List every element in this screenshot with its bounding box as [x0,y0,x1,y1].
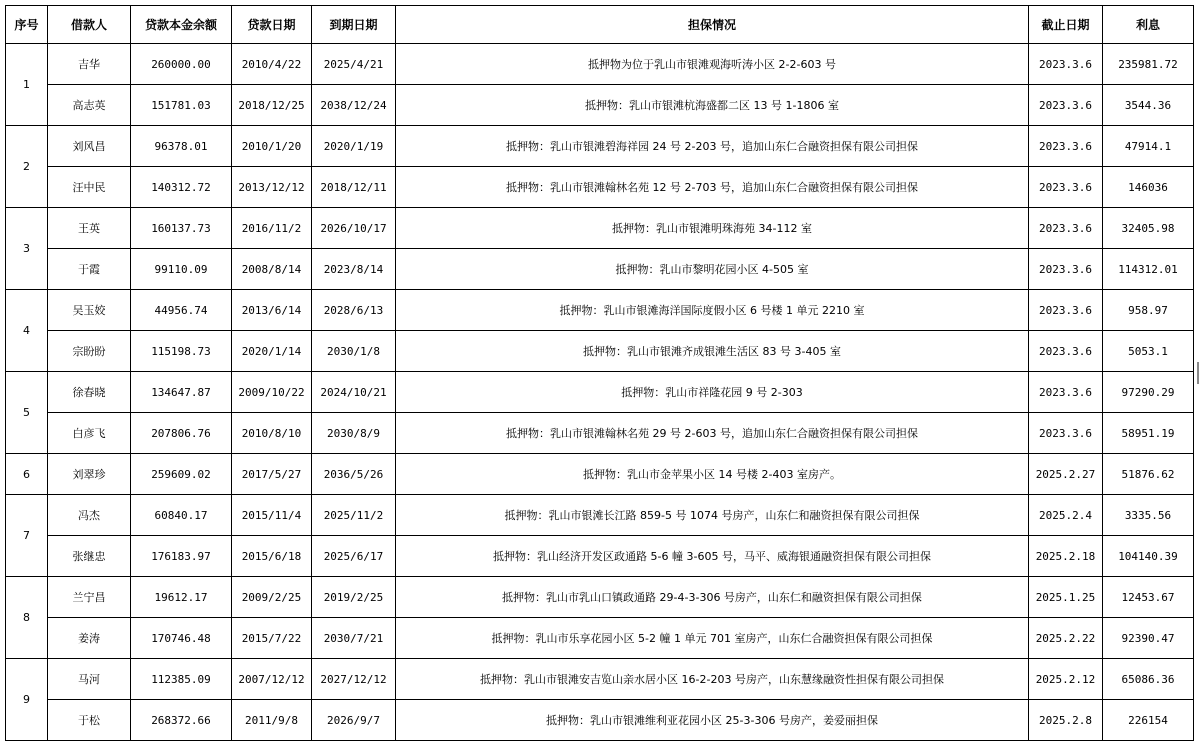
loan-date-cell: 2013/6/14 [232,290,312,331]
seq-cell: 2 [6,126,48,208]
borrower-cell: 刘风昌 [48,126,131,167]
seq-cell: 7 [6,495,48,577]
table-row [6,208,1194,249]
seq-cell: 9 [6,659,48,741]
guarantee-cell: 抵押物：乳山市银滩安吉览山亲水居小区 16-2-203 号房产，山东慧缘融资性担保有限公司担保 [396,659,1029,700]
principal-cell: 134647.87 [131,372,232,413]
interest-cell: 47914.1 [1103,126,1194,167]
loan-date-cell: 2018/12/25 [232,85,312,126]
borrower-cell: 白彦飞 [48,413,131,454]
due-date-cell: 2025/6/17 [312,536,396,577]
guarantee-cell: 抵押物：乳山市银滩碧海祥园 24 号 2-203 号，追加山东仁合融资担保有限公司担保 [396,126,1029,167]
guarantee-cell: 抵押物：乳山市银滩翰林名苑 29 号 2-603 号，追加山东仁合融资担保有限公司担保 [396,413,1029,454]
cutoff-cell: 2025.2.27 [1029,454,1103,495]
guarantee-cell: 抵押物：乳山市金苹果小区 14 号楼 2-403 室房产。 [396,454,1029,495]
guarantee-cell: 抵押物：乳山市银滩维利亚花园小区 25-3-306 号房产，姜爱丽担保 [396,700,1029,741]
borrower-cell: 兰宁昌 [48,577,131,618]
principal-cell: 268372.66 [131,700,232,741]
borrower-cell: 王英 [48,208,131,249]
header-due-date: 到期日期 [312,6,396,44]
cutoff-cell: 2023.3.6 [1029,249,1103,290]
header-guarantee: 担保情况 [396,6,1029,44]
interest-cell: 235981.72 [1103,44,1194,85]
table-row [6,44,1194,85]
loan-date-cell: 2009/2/25 [232,577,312,618]
borrower-cell: 吴玉姣 [48,290,131,331]
interest-cell: 65086.36 [1103,659,1194,700]
table-row [6,290,1194,331]
loan-table [5,5,1194,741]
interest-cell: 3544.36 [1103,85,1194,126]
table-row [6,413,1194,454]
due-date-cell: 2038/12/24 [312,85,396,126]
due-date-cell: 2026/10/17 [312,208,396,249]
guarantee-cell: 抵押物：乳山经济开发区政通路 5-6 幢 3-605 号，马平、威海银通融资担保有限公司担保 [396,536,1029,577]
cutoff-cell: 2025.2.22 [1029,618,1103,659]
interest-cell: 3335.56 [1103,495,1194,536]
interest-cell: 32405.98 [1103,208,1194,249]
borrower-cell: 张继忠 [48,536,131,577]
header-interest: 利息 [1103,6,1194,44]
due-date-cell: 2030/8/9 [312,413,396,454]
table-row [6,372,1194,413]
header-seq: 序号 [6,6,48,44]
cutoff-cell: 2023.3.6 [1029,44,1103,85]
guarantee-cell: 抵押物：乳山市黎明花园小区 4-505 室 [396,249,1029,290]
loan-date-cell: 2010/1/20 [232,126,312,167]
principal-cell: 259609.02 [131,454,232,495]
principal-cell: 112385.09 [131,659,232,700]
interest-cell: 92390.47 [1103,618,1194,659]
table-row [6,85,1194,126]
table-row [6,577,1194,618]
header-cutoff: 截止日期 [1029,6,1103,44]
header-borrower: 借款人 [48,6,131,44]
principal-cell: 140312.72 [131,167,232,208]
cutoff-cell: 2023.3.6 [1029,126,1103,167]
loan-date-cell: 2010/4/22 [232,44,312,85]
table-row [6,249,1194,290]
loan-date-cell: 2013/12/12 [232,167,312,208]
guarantee-cell: 抵押物为位于乳山市银滩观海听涛小区 2-2-603 号 [396,44,1029,85]
principal-cell: 151781.03 [131,85,232,126]
table-row [6,536,1194,577]
due-date-cell: 2025/4/21 [312,44,396,85]
principal-cell: 260000.00 [131,44,232,85]
seq-cell: 3 [6,208,48,290]
due-date-cell: 2026/9/7 [312,700,396,741]
cutoff-cell: 2025.2.4 [1029,495,1103,536]
guarantee-cell: 抵押物：乳山市银滩明珠海苑 34-112 室 [396,208,1029,249]
due-date-cell: 2023/8/14 [312,249,396,290]
seq-cell: 4 [6,290,48,372]
borrower-cell: 宗盼盼 [48,331,131,372]
loan-date-cell: 2010/8/10 [232,413,312,454]
loan-date-cell: 2011/9/8 [232,700,312,741]
cutoff-cell: 2023.3.6 [1029,290,1103,331]
table-row [6,618,1194,659]
header-loan-date: 贷款日期 [232,6,312,44]
seq-cell: 1 [6,44,48,126]
guarantee-cell: 抵押物：乳山市银滩翰林名苑 12 号 2-703 号，追加山东仁合融资担保有限公司担保 [396,167,1029,208]
due-date-cell: 2024/10/21 [312,372,396,413]
interest-cell: 226154 [1103,700,1194,741]
principal-cell: 99110.09 [131,249,232,290]
loan-date-cell: 2007/12/12 [232,659,312,700]
guarantee-cell: 抵押物：乳山市乳山口镇政通路 29-4-3-306 号房产，山东仁和融资担保有限公司担保 [396,577,1029,618]
due-date-cell: 2019/2/25 [312,577,396,618]
borrower-cell: 高志英 [48,85,131,126]
cutoff-cell: 2023.3.6 [1029,372,1103,413]
borrower-cell: 冯杰 [48,495,131,536]
table-row [6,495,1194,536]
due-date-cell: 2027/12/12 [312,659,396,700]
cutoff-cell: 2023.3.6 [1029,167,1103,208]
cutoff-cell: 2023.3.6 [1029,413,1103,454]
loan-date-cell: 2015/11/4 [232,495,312,536]
guarantee-cell: 抵押物：乳山市银滩长江路 859-5 号 1074 号房产，山东仁和融资担保有限公司担保 [396,495,1029,536]
interest-cell: 5053.1 [1103,331,1194,372]
header-principal: 贷款本金余额 [131,6,232,44]
header-row [6,6,1194,44]
loan-date-cell: 2017/5/27 [232,454,312,495]
seq-cell: 6 [6,454,48,495]
borrower-cell: 刘翠珍 [48,454,131,495]
interest-cell: 104140.39 [1103,536,1194,577]
loan-date-cell: 2015/6/18 [232,536,312,577]
principal-cell: 160137.73 [131,208,232,249]
principal-cell: 96378.01 [131,126,232,167]
table-row [6,700,1194,741]
principal-cell: 170746.48 [131,618,232,659]
interest-cell: 12453.67 [1103,577,1194,618]
principal-cell: 207806.76 [131,413,232,454]
due-date-cell: 2025/11/2 [312,495,396,536]
loan-date-cell: 2008/8/14 [232,249,312,290]
cutoff-cell: 2023.3.6 [1029,208,1103,249]
interest-cell: 114312.01 [1103,249,1194,290]
loan-date-cell: 2016/11/2 [232,208,312,249]
due-date-cell: 2030/7/21 [312,618,396,659]
borrower-cell: 于霞 [48,249,131,290]
cutoff-cell: 2023.3.6 [1029,85,1103,126]
seq-cell: 8 [6,577,48,659]
borrower-cell: 吉华 [48,44,131,85]
interest-cell: 146036 [1103,167,1194,208]
cutoff-cell: 2025.2.12 [1029,659,1103,700]
interest-cell: 51876.62 [1103,454,1194,495]
borrower-cell: 汪中民 [48,167,131,208]
cutoff-cell: 2025.1.25 [1029,577,1103,618]
interest-cell: 958.97 [1103,290,1194,331]
interest-cell: 97290.29 [1103,372,1194,413]
loan-date-cell: 2009/10/22 [232,372,312,413]
interest-cell: 58951.19 [1103,413,1194,454]
due-date-cell: 2020/1/19 [312,126,396,167]
guarantee-cell: 抵押物：乳山市乐享花园小区 5-2 幢 1 单元 701 室房产，山东仁合融资担保有限公司担保 [396,618,1029,659]
due-date-cell: 2030/1/8 [312,331,396,372]
principal-cell: 19612.17 [131,577,232,618]
guarantee-cell: 抵押物：乳山市祥隆花园 9 号 2-303 [396,372,1029,413]
guarantee-cell: 抵押物：乳山市银滩齐成银滩生活区 83 号 3-405 室 [396,331,1029,372]
principal-cell: 176183.97 [131,536,232,577]
guarantee-cell: 抵押物：乳山市银滩海洋国际度假小区 6 号楼 1 单元 2210 室 [396,290,1029,331]
loan-date-cell: 2015/7/22 [232,618,312,659]
table-row [6,167,1194,208]
borrower-cell: 马河 [48,659,131,700]
due-date-cell: 2028/6/13 [312,290,396,331]
table-row [6,126,1194,167]
borrower-cell: 徐春晓 [48,372,131,413]
cutoff-cell: 2025.2.8 [1029,700,1103,741]
principal-cell: 60840.17 [131,495,232,536]
borrower-cell: 姜涛 [48,618,131,659]
cutoff-cell: 2023.3.6 [1029,331,1103,372]
due-date-cell: 2018/12/11 [312,167,396,208]
table-row [6,659,1194,700]
guarantee-cell: 抵押物：乳山市银滩杭海盛都二区 13 号 1-1806 室 [396,85,1029,126]
seq-cell: 5 [6,372,48,454]
loan-date-cell: 2020/1/14 [232,331,312,372]
table-row [6,454,1194,495]
table-row [6,331,1194,372]
principal-cell: 44956.74 [131,290,232,331]
principal-cell: 115198.73 [131,331,232,372]
table-body [6,44,1194,741]
due-date-cell: 2036/5/26 [312,454,396,495]
borrower-cell: 于松 [48,700,131,741]
cutoff-cell: 2025.2.18 [1029,536,1103,577]
